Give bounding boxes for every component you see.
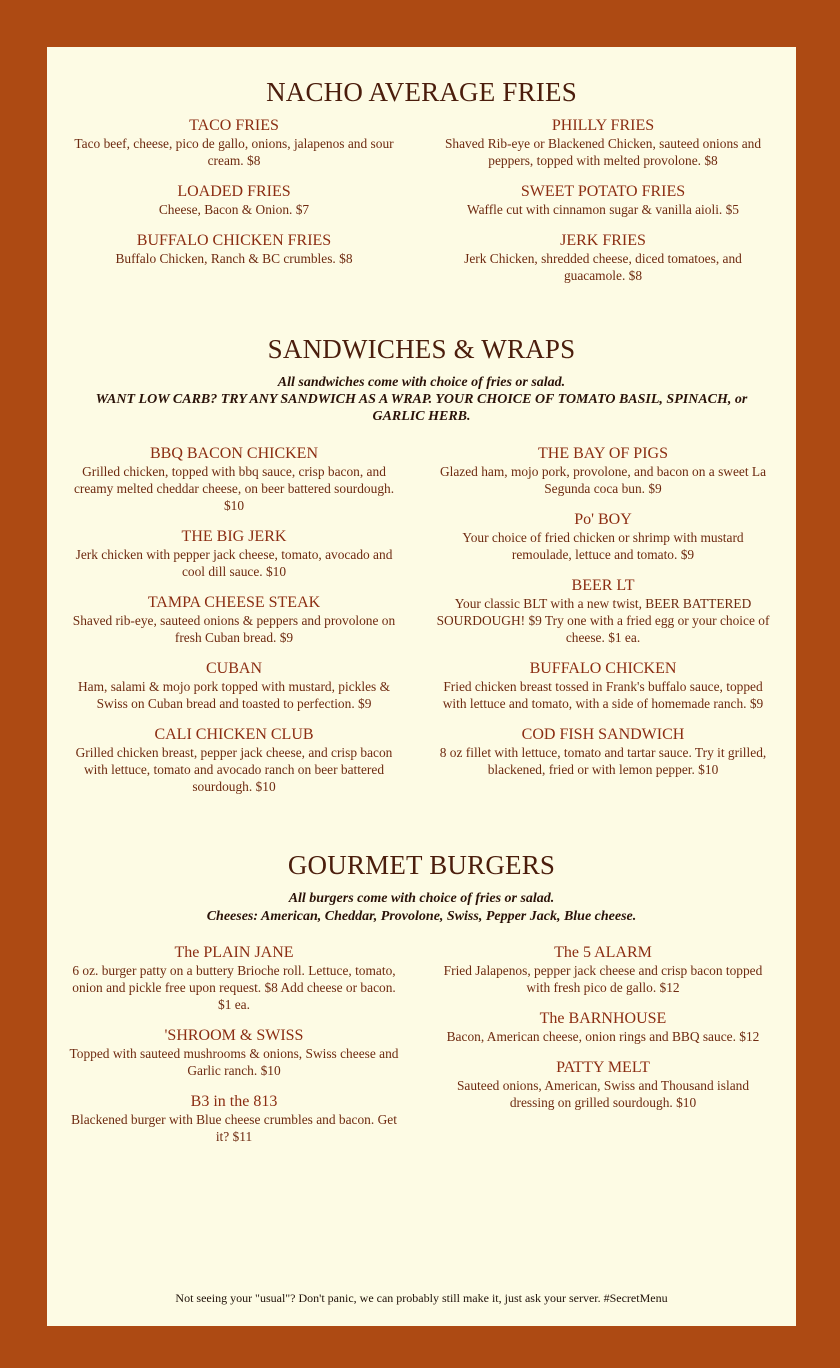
- section-note: All burgers come with choice of fries or salad.: [288, 891, 555, 906]
- menu-page: [47, 47, 796, 1326]
- item-name: TAMPA CHEESE STEAK: [147, 594, 321, 611]
- section-title-fries: NACHO AVERAGE FRIES: [266, 77, 577, 107]
- menu-item: [433, 1059, 773, 1111]
- item-description: Glazed ham, mojo pork, provolone, and bacon on a sweet La Segunda coca bun. $9: [439, 464, 767, 496]
- item-name: BUFFALO CHICKEN: [529, 660, 677, 677]
- section-note: Cheeses: American, Cheddar, Provolone, Swiss, Pepper Jack, Blue cheese.: [206, 909, 637, 924]
- section-note: WANT LOW CARB? TRY ANY SANDWICH AS A WRAP. YOUR CHOICE OF TOMATO BASIL, SPINACH, or GARLIC HERB.: [95, 392, 748, 424]
- item-name: BEER LT: [571, 577, 635, 594]
- menu-item: [64, 445, 404, 514]
- item-name: 'SHROOM & SWISS: [164, 1027, 304, 1044]
- fries-right-column: [433, 117, 773, 298]
- item-name: The PLAIN JANE: [174, 944, 294, 961]
- item-name: PATTY MELT: [556, 1059, 650, 1076]
- footer-note: Not seeing your "usual"? Don't panic, we can probably still make it, just ask your server. #SecretMenu: [175, 1291, 668, 1305]
- menu-item: [433, 1010, 773, 1045]
- item-description: Fried Jalapenos, pepper jack cheese and crisp bacon topped with fresh pico de gallo. $12: [443, 963, 763, 995]
- menu-item: [64, 1093, 404, 1145]
- section-title-sandwiches: SANDWICHES & WRAPS: [267, 334, 576, 364]
- menu-item: [433, 183, 773, 218]
- menu-item: [64, 232, 404, 267]
- item-description: Cheese, Bacon & Onion. $7: [158, 202, 310, 217]
- menu-item: [64, 726, 404, 795]
- item-description: Fried chicken breast tossed in Frank's buffalo sauce, topped with lettuce and tomato, with a side of homemade ranch. $9: [442, 679, 764, 711]
- item-name: BUFFALO CHICKEN FRIES: [136, 232, 332, 249]
- menu-item: [64, 1027, 404, 1079]
- sandwiches-left-column: [64, 445, 404, 809]
- item-description: Waffle cut with cinnamon sugar & vanilla aioli. $5: [467, 202, 739, 217]
- item-name: CUBAN: [205, 660, 262, 677]
- item-description: Jerk Chicken, shredded cheese, diced tomatoes, and guacamole. $8: [464, 251, 742, 283]
- item-name: THE BIG JERK: [181, 528, 287, 545]
- item-description: Your classic BLT with a new twist, BEER BATTERED SOURDOUGH! $9 Try one with a fried egg or your choice of cheese. $1 ea.: [436, 596, 770, 645]
- item-description: Taco beef, cheese, pico de gallo, onions, jalapenos and sour cream. $8: [74, 136, 394, 168]
- menu-item: [433, 445, 773, 497]
- item-description: Sauteed onions, American, Swiss and Thousand island dressing on grilled sourdough. $10: [456, 1078, 750, 1110]
- item-description: Ham, salami & mojo pork topped with mustard, pickles & Swiss on Cuban bread and toasted to perfection. $9: [77, 679, 391, 711]
- menu-item: [433, 117, 773, 169]
- item-name: JERK FRIES: [560, 232, 646, 249]
- fries-left-column: [64, 117, 404, 281]
- item-name: The 5 ALARM: [554, 944, 652, 961]
- item-name: LOADED FRIES: [177, 183, 291, 200]
- item-description: Topped with sauteed mushrooms & onions, Swiss cheese and Garlic ranch. $10: [69, 1046, 399, 1078]
- menu-item: [433, 511, 773, 563]
- item-name: PHILLY FRIES: [551, 117, 655, 134]
- item-name: B3 in the 813: [190, 1093, 278, 1110]
- burgers-left-column: [64, 944, 404, 1159]
- item-description: Jerk chicken with pepper jack cheese, tomato, avocado and cool dill sauce. $10: [75, 547, 393, 579]
- item-description: Shaved Rib-eye or Blackened Chicken, sauteed onions and peppers, topped with melted provolone. $8: [444, 136, 762, 168]
- section-title-burgers: GOURMET BURGERS: [287, 850, 556, 880]
- item-description: Your choice of fried chicken or shrimp with mustard remoulade, lettuce and tomato. $9: [462, 530, 744, 562]
- menu-item: [433, 232, 773, 284]
- item-description: Buffalo Chicken, Ranch & BC crumbles. $8: [115, 251, 353, 266]
- menu-item: [64, 528, 404, 580]
- item-description: Shaved rib-eye, sauteed onions & peppers and provolone on fresh Cuban bread. $9: [72, 613, 396, 645]
- menu-item: [64, 183, 404, 218]
- sandwiches-right-column: [433, 445, 773, 792]
- item-name: TACO FRIES: [189, 117, 279, 134]
- menu-item: [64, 944, 404, 1013]
- item-name: COD FISH SANDWICH: [521, 726, 685, 743]
- item-name: CALI CHICKEN CLUB: [154, 726, 314, 743]
- menu-item: [433, 577, 773, 646]
- menu-item: [64, 594, 404, 646]
- item-name: Po' BOY: [574, 511, 632, 528]
- item-description: Grilled chicken, topped with bbq sauce, crisp bacon, and creamy melted cheddar cheese, on beer battered sourdough. $10: [73, 464, 395, 513]
- item-name: The BARNHOUSE: [539, 1010, 667, 1027]
- item-description: 8 oz fillet with lettuce, tomato and tartar sauce. Try it grilled, blackened, fried or with lemon pepper. $10: [439, 745, 767, 777]
- item-name: SWEET POTATO FRIES: [520, 183, 686, 200]
- menu-item: [433, 660, 773, 712]
- menu-item: [64, 660, 404, 712]
- item-description: Grilled chicken breast, pepper jack cheese, and crisp bacon with lettuce, tomato and avocado ranch on beer battered sourdough. $10: [75, 745, 393, 794]
- item-name: BBQ BACON CHICKEN: [149, 445, 318, 462]
- item-description: 6 oz. burger patty on a buttery Brioche roll. Lettuce, tomato, onion and pickle free upon request. $8 Add cheese or bacon. $1 ea.: [72, 963, 396, 1012]
- item-description: Blackened burger with Blue cheese crumbles and bacon. Get it? $11: [71, 1112, 397, 1144]
- burgers-right-column: [433, 944, 773, 1125]
- menu-item: [433, 944, 773, 996]
- menu-item: [433, 726, 773, 778]
- item-name: THE BAY OF PIGS: [538, 445, 668, 462]
- item-description: Bacon, American cheese, onion rings and BBQ sauce. $12: [446, 1029, 760, 1044]
- menu-item: [64, 117, 404, 169]
- section-note: All sandwiches come with choice of fries or salad.: [277, 375, 566, 390]
